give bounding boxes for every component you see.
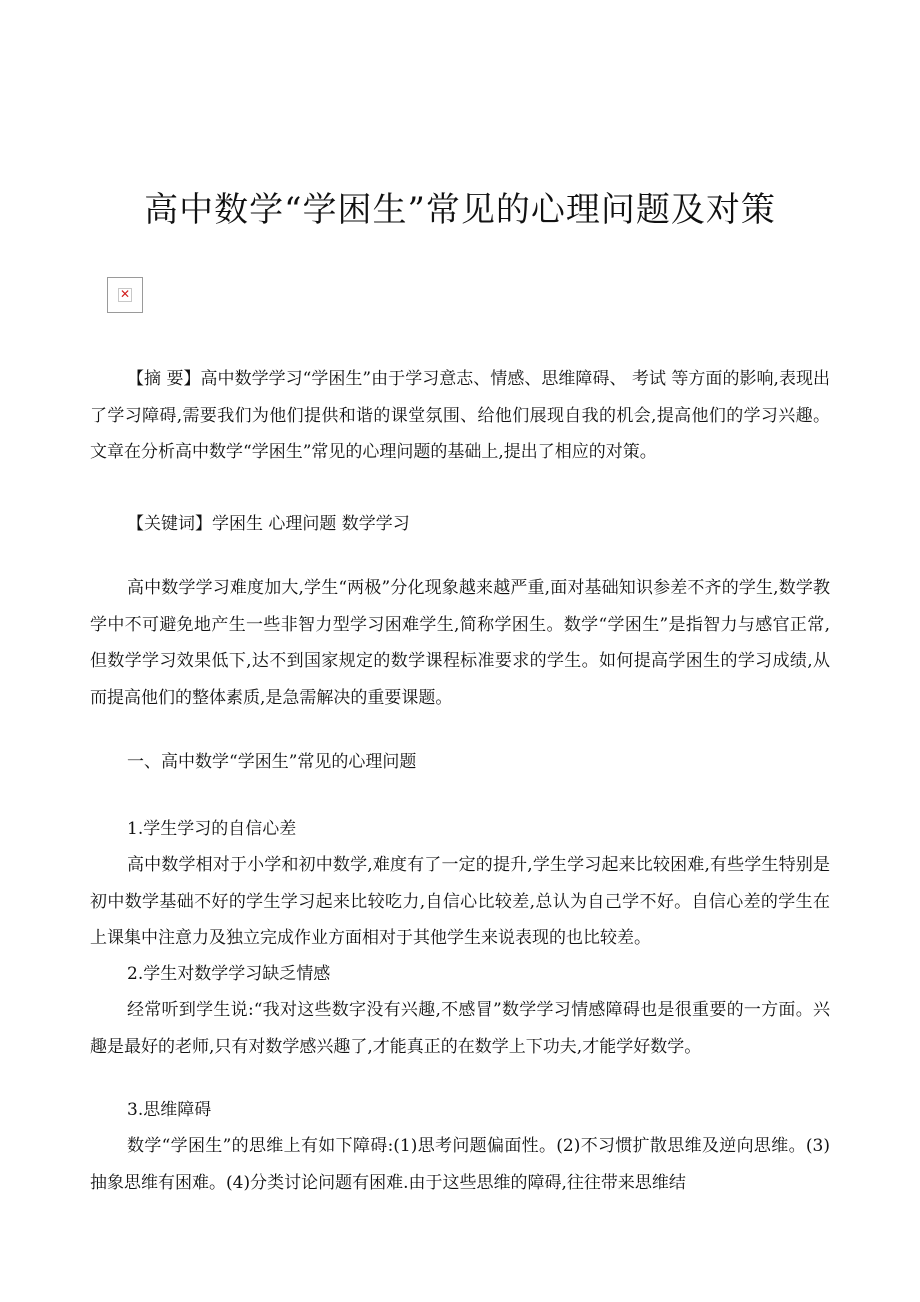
section-heading-1: 一、高中数学“学困生”常见的心理问题 xyxy=(127,752,417,772)
keywords-line: 【关键词】学困生 心理问题 数学学习 xyxy=(127,514,410,534)
document-title: 高中数学“学困生”常见的心理问题及对策 xyxy=(144,190,776,230)
subsection-heading-3: 3.思维障碍 xyxy=(127,1100,212,1120)
subsection-body-3: 数学“学困生”的思维上有如下障碍:(1)思考问题偏面性。(2)不习惯扩散思维及逆向思维。(3)抽象思维有困难。(4)分类讨论问题有困难.由于这些思维的障碍,往往带来思维结 xyxy=(90,1136,830,1193)
broken-image-frame xyxy=(118,288,132,302)
subsection-heading-1: 1.学生学习的自信心差 xyxy=(127,819,297,839)
broken-image-icon xyxy=(107,277,143,313)
close-x-icon: ✕ xyxy=(119,287,131,301)
subsection-body-1: 高中数学相对于小学和初中数学,难度有了一定的提升,学生学习起来比较困难,有些学生特别是初中数学基础不好的学生学习起来比较吃力,自信心比较差,总认为自己学不好。自信心差的学生在上课集中注意力及独立完成作业方面相对于其他学生来说表现的也比较差。 xyxy=(90,855,830,948)
subsection-body-2: 经常听到学生说:“我对这些数字没有兴趣,不感冒”数学学习情感障碍也是很重要的一方面。兴趣是最好的老师,只有对数学感兴趣了,才能真正的在数学上下功夫,才能学好数学。 xyxy=(90,1000,830,1057)
intro-paragraph: 高中数学学习难度加大,学生“两极”分化现象越来越严重,面对基础知识参差不齐的学生,数学教学中不可避免地产生一些非智力型学习困难学生,简称学困生。数学“学困生”是指智力与感官正常,但数学学习效果低下,达不到国家规定的数学课程标准要求的学生。如何提高学困生的学习成绩,从而提高他们的整体素质,是急需解决的重要课题。 xyxy=(90,578,830,708)
abstract-paragraph: 【摘 要】高中数学学习“学困生”由于学习意志、情感、思维障碍、 考试 等方面的影响,表现出了学习障碍,需要我们为他们提供和谐的课堂氛围、给他们展现自我的机会,提高他们的学习兴趣。文章在分析高中数学“学困生”常见的心理问题的基础上,提出了相应的对策。 xyxy=(90,369,830,462)
subsection-heading-2: 2.学生对数学学习缺乏情感 xyxy=(127,964,331,984)
